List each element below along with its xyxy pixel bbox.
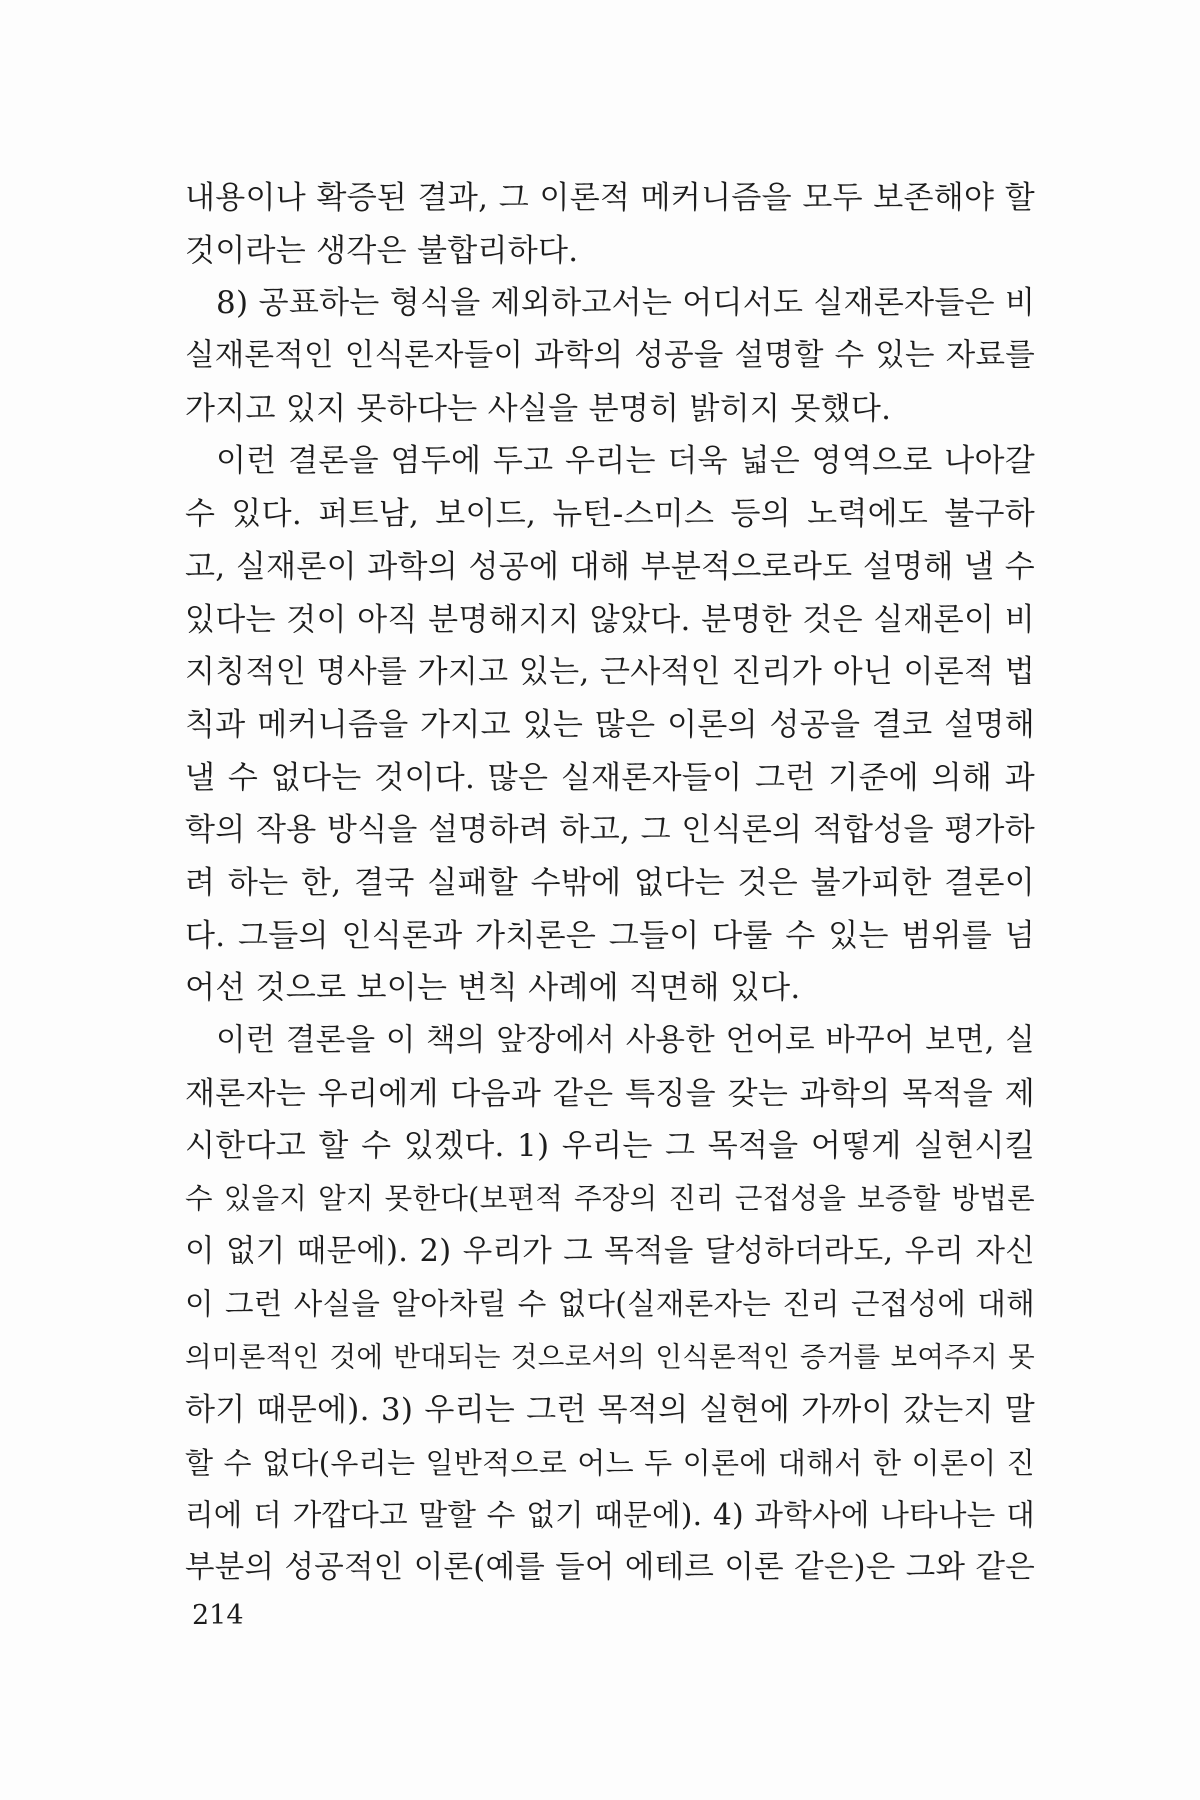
text-line: 있다는 것이 아직 분명해지지 않았다. 분명한 것은 실재론이 비: [185, 601, 1035, 638]
text-line: 부분의 성공적인 이론(예를 들어 에테르 이론 같은)은 그와 같은: [185, 1549, 1035, 1585]
text-line: 실재론적인 인식론자들이 과학의 성공을 설명할 수 있는 자료를: [185, 338, 1035, 374]
text-line: 수 있다. 퍼트남, 보이드, 뉴턴-스미스 등의 노력에도 불구하: [185, 496, 1035, 533]
text-line: 려 하는 한, 결국 실패할 수밖에 없다는 것은 불가피한 결론이: [185, 864, 1035, 901]
text-line: 수 있을지 알지 못한다(보편적 주장의 진리 근접성을 보증할 방법론: [185, 1182, 1035, 1216]
page-number: 214: [192, 1600, 244, 1631]
text-line: 어선 것으로 보이는 변칙 사례에 직면해 있다.: [185, 970, 801, 1007]
text-line: 이런 결론을 염두에 두고 우리는 더욱 넓은 영역으로 나아갈: [216, 443, 1035, 480]
text-line: 낼 수 없다는 것이다. 많은 실재론자들이 그런 기준에 의해 과: [185, 759, 1035, 796]
text-line: 고, 실재론이 과학의 성공에 대해 부분적으로라도 설명해 낼 수: [185, 548, 1035, 585]
text-line: 지칭적인 명사를 가지고 있는, 근사적인 진리가 아닌 이론적 법: [185, 654, 1035, 691]
body-text: [185, 172, 1035, 1595]
text-line: 의미론적인 것에 반대되는 것으로서의 인식론적인 증거를 보여주지 못: [185, 1341, 1035, 1374]
text-line: 할 수 없다(우리는 일반적으로 어느 두 이론에 대해서 한 이론이 진: [185, 1445, 1035, 1480]
text-line: 학의 작용 방식을 설명하려 하고, 그 인식론의 적합성을 평가하: [185, 812, 1035, 849]
text-line: 이 없기 때문에). 2) 우리가 그 목적을 달성하더라도, 우리 자신: [185, 1233, 1035, 1269]
text-line: 것이라는 생각은 불합리하다.: [185, 232, 579, 269]
text-line: 칙과 메커니즘을 가지고 있는 많은 이론의 성공을 결코 설명해: [185, 706, 1035, 743]
text-line: 다. 그들의 인식론과 가치론은 그들이 다룰 수 있는 범위를 넘: [185, 917, 1035, 954]
text-line: 시한다고 할 수 있겠다. 1) 우리는 그 목적을 어떻게 실현시킬: [185, 1128, 1035, 1165]
text-line: 재론자는 우리에게 다음과 같은 특징을 갖는 과학의 목적을 제: [185, 1075, 1035, 1112]
text-line: 가지고 있지 못하다는 사실을 분명히 밝히지 못했다.: [185, 390, 892, 427]
text-line: 내용이나 확증된 결과, 그 이론적 메커니즘을 모두 보존해야 할: [185, 180, 1035, 216]
text-line: 리에 더 가깝다고 말할 수 없기 때문에). 4) 과학사에 나타나는 대: [185, 1498, 1035, 1533]
text-line: 하기 때문에). 3) 우리는 그런 목적의 실현에 가까이 갔는지 말: [185, 1391, 1035, 1428]
text-line: 이런 결론을 이 책의 앞장에서 사용한 언어로 바꾸어 보면, 실: [216, 1023, 1035, 1058]
text-line: 8) 공표하는 형식을 제외하고서는 어디서도 실재론자들은 비: [216, 285, 1036, 322]
text-line: 이 그런 사실을 알아차릴 수 없다(실재론자는 진리 근접성에 대해: [185, 1287, 1035, 1322]
